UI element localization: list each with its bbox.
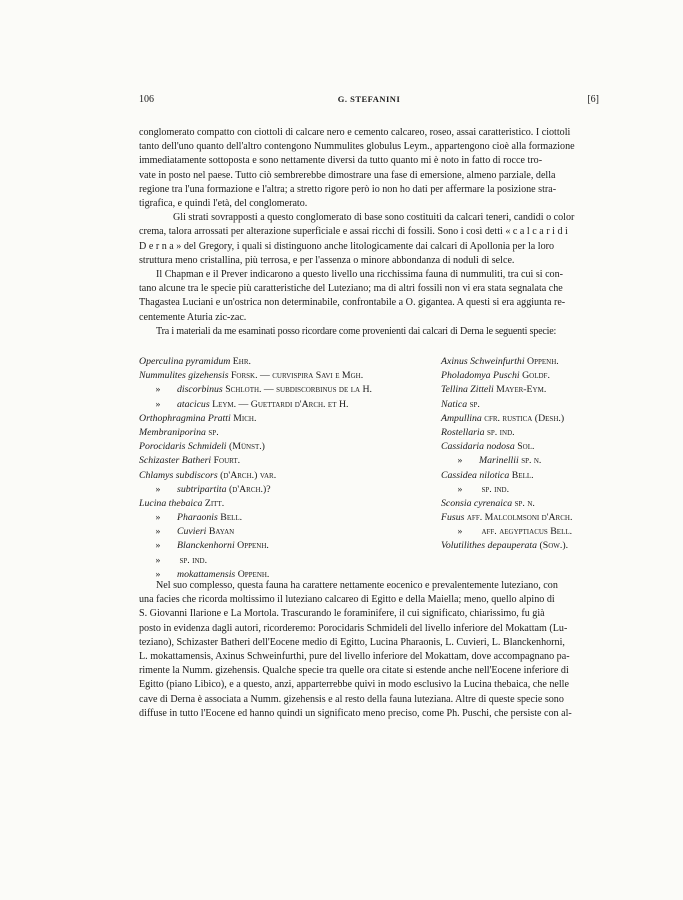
text-line: D e r n a » del Gregory, i quali si distinguono anche litologicamente dai calcari di Apollonia per la loro — [139, 240, 555, 252]
species-name: discorbinus — [177, 384, 223, 396]
ditto-mark: » — [155, 483, 161, 495]
species-author: sp. ind. — [487, 426, 515, 438]
species-entry — [441, 355, 572, 369]
species-entry — [139, 412, 372, 426]
species-name: Nummulites gizehensis — [139, 370, 229, 382]
species-entry — [441, 440, 572, 454]
species-entry — [139, 383, 372, 397]
text-line: posto in evidenza dagli autori, ricorderemo: Porocidaris Schmideli del livello inferiore del Mokattam (Lu- — [139, 622, 568, 634]
species-entry — [139, 511, 372, 525]
species-entry — [441, 469, 572, 483]
text-line: una facies che ricorda moltissimo il luteziano calcareo di Egitto e della Maiella; meno, quello alpino di — [139, 594, 555, 606]
species-name: Lucina thebaica — [139, 497, 203, 509]
species-author: aff. Malcolmsoni d'Arch. — [466, 512, 573, 524]
species-author: Oppenh. — [237, 540, 269, 552]
species-name: Cuvieri — [177, 526, 207, 538]
species-entry — [441, 398, 572, 412]
text-line: vate in posto nel paese. Tutto ciò sembrerebbe dimostrare una fase di emersione, almeno parziale, della — [139, 169, 556, 181]
species-entry — [139, 483, 372, 497]
text-line: Il Chapman e il Prever indicarono a questo livello una ricchissima fauna di nummuliti, tra cui si con- — [156, 269, 564, 281]
text-line: regione tra l'una formazione e l'altra; a stretto rigore però io non ho dati per affermare la posizione stra- — [139, 183, 557, 195]
species-author: Sol. — [517, 441, 535, 453]
species-author: Oppenh. — [527, 356, 559, 367]
species-entry — [139, 440, 372, 454]
species-entry — [441, 539, 572, 553]
species-name: Marinellii — [479, 455, 519, 467]
species-author: (Münst.) — [228, 441, 265, 453]
species-author: Fourt. — [213, 455, 241, 467]
text-line: Thagastea Luciani e un'ostrica non determinabile, confrontabile a O. gigantea. A questi si era aggiunta re- — [139, 297, 566, 309]
species-author: Bell. — [220, 512, 243, 524]
species-entry — [139, 398, 372, 412]
species-entry — [441, 426, 572, 440]
text-line: tanto dell'uno quanto dell'altro contengono Nummulites globulus Leym., appartengono cioè alla formazione — [139, 141, 575, 153]
species-author: (d'Arch.) var. — [220, 469, 277, 481]
ditto-mark: » — [457, 455, 463, 467]
species-entry — [139, 539, 372, 553]
species-name: Fusus — [441, 512, 465, 524]
species-name: Pharaonis — [177, 512, 218, 524]
species-name: Porocidaris Schmideli — [139, 441, 227, 453]
species-entry — [139, 497, 372, 511]
species-entry — [139, 469, 372, 483]
text-line: teziano), Schizaster Batheri dell'Eocene medio di Egitto, Lucina Pharaonis, L. Cuvieri, L. Blanckenhorni, — [139, 636, 565, 648]
species-entry — [139, 355, 372, 369]
text-line: diffuse in tutto l'Eocene ed hanno quindi un significato meno preciso, come Ph. Puschi, che persiste con al- — [139, 707, 572, 719]
species-entry — [139, 454, 372, 468]
species-entry — [139, 554, 372, 568]
text-line: rimente la Numm. gizehensis. Qualche specie tra quelle ora citate si estende anche nell'Eocene inferiore di — [139, 665, 569, 677]
species-author: (Sow.). — [539, 540, 569, 552]
species-entry — [441, 454, 572, 468]
text-line: L. mokattamensis, Axinus Schweinfurthi, pure del livello inferiore del Mokattam, dove accompagnano pa- — [139, 651, 570, 663]
species-author: (d'Arch.)? — [229, 483, 271, 495]
species-author: Ehr. — [232, 356, 251, 367]
species-name: Operculina pyramidum — [139, 356, 231, 367]
species-author: Bayan — [208, 526, 235, 538]
section-ref: [6] — [587, 94, 599, 105]
species-author: Goldf. — [522, 370, 550, 382]
species-author: Mich. — [233, 412, 257, 424]
text-line: struttura meno cristallina, più terrosa, e per l'assenza o minore abbondanza di noduli di selce. — [139, 254, 515, 266]
species-name: mokattamensis — [177, 568, 236, 580]
species-author: sp. n. — [521, 455, 542, 467]
ditto-mark: » — [155, 512, 161, 524]
species-author: Forsk. — curvispira Savi e Mgh. — [230, 370, 364, 382]
species-author: cfr. rustica (Desh.) — [484, 412, 565, 424]
species-entry — [139, 369, 372, 383]
species-author: Schloth. — subdiscorbinus de la H. — [225, 384, 372, 396]
species-author: Mayer-Eym. — [496, 384, 547, 396]
species-name: subtripartita — [177, 483, 227, 495]
ditto-mark: » — [457, 483, 463, 495]
species-name: Natica — [441, 398, 468, 410]
ditto-mark: » — [155, 554, 161, 566]
species-entry — [139, 525, 372, 539]
ditto-mark: » — [155, 568, 161, 580]
text-line: tano alcune tra le specie più caratteristiche del Luteziano; ma di altri fossili non vi era stata segnalata che — [139, 283, 563, 295]
ditto-mark: » — [155, 540, 161, 552]
species-author: sp. ind. — [179, 554, 208, 566]
species-entry — [441, 483, 572, 497]
text-line: conglomerato compatto con ciottoli di calcare nero e cemento calcareo, roseo, assai caratteristico. I ciottoli — [139, 127, 571, 138]
text-line: crema, talora arrossati per alterazione superficiale e assai ricchi di fossili. Sono i così detti « c a l c a r i d i — [139, 226, 568, 238]
species-name: Rostellaria — [441, 426, 485, 438]
species-entry — [441, 369, 572, 383]
species-author: Bell. — [511, 469, 534, 481]
species-name: Sconsia cyrenaica — [441, 497, 513, 509]
text-line: Gli strati sovrapposti a questo conglomerato di base sono costituiti da calcari teneri, candidi o color — [173, 212, 575, 224]
species-entry — [441, 525, 572, 539]
species-author: aff. aegyptiacus Bell. — [481, 526, 573, 538]
ditto-mark: » — [155, 398, 161, 410]
species-name: Orthophragmina Pratti — [139, 412, 231, 424]
species-entry — [441, 511, 572, 525]
body-text — [139, 126, 599, 339]
species-name: Tellina Zitteli — [441, 384, 494, 396]
species-author: Oppenh. — [237, 568, 270, 580]
species-name: Volutilithes depauperata — [441, 540, 538, 552]
species-entry — [441, 412, 572, 426]
species-name: Blanckenhorni — [177, 540, 235, 552]
text-line: Tra i materiali da me esaminati posso ricordare come provenienti dai calcari di Derna le seguenti specie: — [156, 325, 557, 337]
text-line: cave di Derna è associata a Numm. gizehensis e al resto della fauna luteziana. Altre di queste specie sono — [139, 693, 564, 705]
page-number: 106 — [139, 94, 154, 105]
species-name: Axinus Schweinfurthi — [441, 356, 525, 367]
species-entry — [441, 383, 572, 397]
running-head: G. STEFANINI — [337, 94, 401, 104]
ditto-mark: » — [457, 526, 463, 538]
species-author: Zitt. — [204, 497, 225, 509]
ditto-mark: » — [155, 526, 161, 538]
species-author: sp. ind. — [481, 483, 510, 495]
species-name: Schizaster Batheri — [139, 455, 212, 467]
species-name: Chlamys subdiscors — [139, 469, 218, 481]
text-line: tigrafica, e quindi l'età, del conglomerato. — [139, 198, 308, 210]
text-line: S. Giovanni Ilarione e La Mortola. Trascurando le foraminifere, il cui significato, chiarissimo, fu già — [139, 608, 545, 620]
species-name: atacicus — [177, 398, 210, 410]
text-line: centemente Aturia zic-zac. — [139, 311, 247, 323]
text-line: Nel suo complesso, questa fauna ha carattere nettamente eocenico e prevalentemente luteziano, con — [156, 580, 558, 591]
species-name: Membraniporina — [139, 426, 206, 438]
ditto-mark: » — [155, 384, 161, 396]
species-author: Leym. — Guettardi d'Arch. et H. — [212, 398, 349, 410]
species-name: Cassidea nilotica — [441, 469, 510, 481]
species-list-right — [441, 355, 572, 554]
species-author: sp. — [208, 426, 219, 438]
text-line: Egitto (piano Libico), e a questo, anzi, apparterrebbe quivi in modo esclusivo la Lucina thebaica, che nelle — [139, 679, 569, 691]
species-name: Pholadomya Puschi — [441, 370, 520, 382]
species-list-left — [139, 355, 372, 582]
species-author: sp. — [469, 398, 480, 410]
text-line: immediatamente sottoposta e sono nettamente diversi da tutto quanto mi è noto in fatto di rocce tro- — [139, 155, 543, 167]
species-entry — [441, 497, 572, 511]
page-header — [139, 94, 599, 108]
species-entry — [139, 426, 372, 440]
species-name: Ampullina — [441, 412, 482, 424]
species-name: Cassidaria nodosa — [441, 441, 515, 453]
paragraph-5 — [139, 579, 599, 721]
species-author: sp. n. — [514, 497, 535, 509]
